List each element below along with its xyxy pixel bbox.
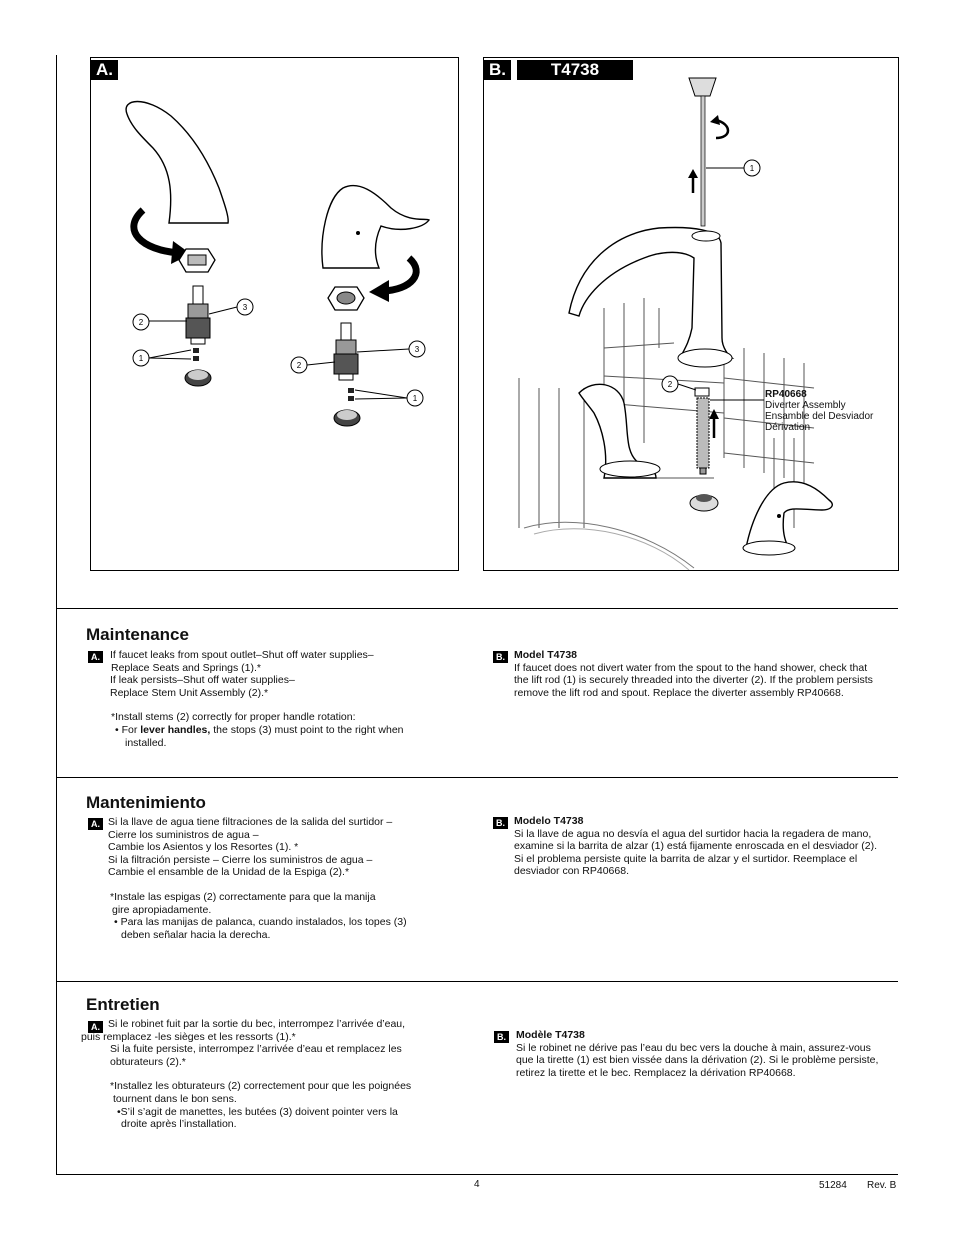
text-line: Si la llave de agua tiene filtraciones de la salida del surtidor – [108, 816, 393, 828]
section-title-entretien: Entretien [86, 995, 160, 1014]
revision: Rev. B [867, 1180, 897, 1191]
section-title-mantenimiento: Mantenimiento [86, 793, 206, 812]
divider-maintenance [56, 608, 898, 609]
text-line: Replace Seats and Springs (1).* [111, 661, 261, 674]
seats-springs-left [185, 348, 211, 386]
callout-1-left: 1 [138, 354, 144, 363]
bullet-line: •S’il s’agit de manettes, les butées (3) doivent pointer vers la [117, 1105, 398, 1118]
text-line: Si la llave de agua no desvía el agua del surtidor hacia la regadera de mano, [514, 827, 872, 840]
entretien-b-text [516, 1029, 878, 1079]
text-line: desviador con RP40668. [514, 865, 629, 878]
text-line: If leak persists–Shut off water supplies– [110, 674, 295, 687]
mantenimiento-b-tag: B. [493, 817, 508, 829]
text-line: examine si la barrita de alzar (1) está fijamente enroscada en el desviador (2). [514, 840, 878, 853]
mantenimiento-b-text [514, 815, 877, 878]
text-line: Si le robinet fuit par la sortie du bec, interrompez l’arrivée d’eau, [108, 1018, 406, 1030]
lever-handle-left [126, 102, 228, 224]
maintenance-b-tag: B. [493, 651, 508, 663]
stem-assembly-diagram [91, 58, 458, 570]
callout-2-right: 2 [296, 361, 302, 370]
divider-mantenimiento [56, 777, 898, 778]
part-desc-fr: Dérivation [765, 422, 811, 433]
text-line: Si el problema persiste quite la barrita de alzar y el surtidor. Reemplace el [514, 852, 858, 865]
text-line: *Instale las espigas (2) correctamente para que la manija [110, 890, 376, 903]
divider-entretien [56, 981, 898, 982]
text-line: deben señalar hacia la derecha. [121, 928, 271, 941]
text-line: Cierre los suministros de agua – [108, 828, 259, 841]
text-line: the lift rod (1) is securely threaded into the diverter (2). If the problem persists [514, 674, 873, 687]
section-title-maintenance: Maintenance [86, 625, 189, 644]
mantenimiento-a-tag: A. [88, 818, 103, 830]
entretien-a-tag: A. [88, 1021, 103, 1033]
lift-rod [689, 78, 716, 226]
spout [569, 228, 732, 358]
text-line: retirez la tirette et le bec. Remplacez la dérivation RP40668. [516, 1066, 796, 1079]
text-line: puis remplacez -les sièges et les ressorts (1).* [81, 1030, 296, 1043]
callout-1-right: 1 [412, 394, 418, 403]
text-line: Cambie los Asientos y los Resortes (1). * [108, 841, 299, 854]
callout-2-b: 2 [667, 380, 673, 389]
handle-right-b [746, 482, 832, 548]
divider-footer [56, 1174, 898, 1175]
panel-a-tag: A. [91, 60, 118, 80]
diverter-diagram [484, 58, 898, 570]
part-desc-en: Diverter Assembly [765, 400, 846, 411]
maintenance-a-tag: A. [88, 651, 103, 663]
text-line: If faucet leaks from spout outlet–Shut off water supplies– [110, 649, 374, 661]
text-line: Si la fuite persiste, interrompez l’arrivée d’eau et remplacez les [110, 1043, 402, 1056]
model-title: Model T4738 [514, 649, 578, 661]
text-line: que la tirette (1) est bien vissée dans la dérivation (2). Si le problème persiste, [516, 1054, 879, 1067]
text-line: Replace Stem Unit Assembly (2).* [110, 686, 269, 699]
part-number: RP40668 [765, 389, 807, 400]
callout-2-left: 2 [138, 318, 144, 327]
text-line: *Installez les obturateurs (2) correctement pour que les poignées [110, 1080, 412, 1093]
left-margin-rule [56, 55, 57, 1175]
diagram-panel-a [90, 57, 459, 571]
text-line: droite après l’installation. [121, 1118, 237, 1131]
model-title: Modèle T4738 [516, 1029, 585, 1041]
text-line: *Install stems (2) correctly for proper handle rotation: [111, 711, 356, 724]
text-line: installed. [125, 736, 167, 749]
callout-3-right: 3 [414, 345, 420, 354]
maintenance-b-text [514, 649, 873, 699]
bullet-line: • Para las manijas de palanca, cuando instalados, los topes (3) [114, 916, 407, 929]
text-line: If faucet does not divert water from the spout to the hand shower, check that [514, 661, 868, 674]
callout-1-b: 1 [749, 164, 755, 173]
text-line: Cambie el ensamble de la Unidad de la Espiga (2).* [108, 866, 350, 879]
panel-b-tag: B. [484, 60, 511, 80]
diagram-panel-b [483, 57, 899, 571]
text-line: gire apropiadamente. [112, 903, 212, 916]
part-desc-es: Ensamble del Desviador [765, 411, 874, 422]
maintenance-a-text [110, 649, 404, 749]
hex-nut-right [328, 287, 364, 310]
text-line: tournent dans le bon sens. [113, 1092, 237, 1105]
text-line: Si la filtración persiste – Cierre los suministros de agua – [108, 853, 373, 866]
hex-nut-left [179, 249, 215, 272]
entretien-b-tag: B. [494, 1031, 509, 1043]
page-number: 4 [474, 1179, 480, 1190]
text-line: remove the lift rod and spout. Replace the diverter assembly RP40668. [514, 686, 844, 699]
mantenimiento-a-text [108, 816, 407, 941]
entretien-a-text [81, 1018, 412, 1131]
diverter-assembly [690, 388, 718, 511]
text-line: Si le robinet ne dérive pas l’eau du bec vers la douche à main, assurez-vous [516, 1041, 871, 1054]
part-label [765, 389, 873, 433]
seats-springs-right [334, 388, 360, 426]
model-label: T4738 [517, 60, 633, 80]
basin-edge [524, 522, 694, 568]
stem-unit-left [186, 286, 210, 344]
bullet-line: • For lever handles, the stops (3) must point to the right when [115, 723, 404, 736]
lever-handle-right [322, 186, 429, 268]
stem-unit-right [334, 323, 358, 380]
model-title: Modelo T4738 [514, 815, 584, 827]
callout-3-left: 3 [242, 303, 248, 312]
text-line: obturateurs (2).* [110, 1055, 186, 1068]
doc-number: 51284 [819, 1180, 847, 1191]
